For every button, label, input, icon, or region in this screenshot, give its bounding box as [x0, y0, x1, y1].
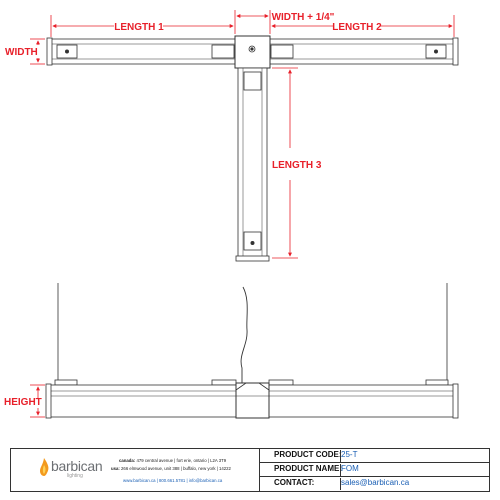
barbican-logo	[37, 458, 132, 484]
contact-value[interactable]: sales@barbican.ca	[340, 478, 409, 490]
flame-icon	[37, 457, 51, 479]
product-name-row	[260, 463, 490, 477]
length3-label: LENGTH 3	[272, 160, 322, 171]
logo-subtitle: lighting	[67, 473, 83, 479]
product-name-value: FOM	[340, 464, 359, 476]
title-block	[10, 448, 490, 492]
height-label: HEIGHT	[4, 397, 42, 408]
company-info	[11, 449, 259, 491]
product-code-label: PRODUCT CODE:	[274, 450, 342, 459]
length1-label: LENGTH 1	[114, 22, 164, 33]
width-label: WIDTH	[5, 47, 38, 58]
usa-address: usa: 266 elmwood avenue, unit 388 | buffalo, new york | 14222	[111, 466, 231, 471]
product-code-row	[260, 449, 490, 463]
width-plus-label: WIDTH + 1/4"	[271, 12, 335, 23]
canada-address: canada: 479 central avenue | fort erie, ontario | L2A 3T9	[119, 458, 227, 463]
contact-line: www.barbican.ca | 800.661.5781 | info@barbican.ca	[123, 478, 223, 483]
front-view	[46, 283, 458, 418]
contact-row	[260, 477, 490, 491]
product-name-label: PRODUCT NAME:	[274, 464, 342, 473]
top-view	[47, 36, 458, 261]
length2-label: LENGTH 2	[332, 22, 382, 33]
product-table	[259, 449, 490, 491]
logo-wordmark: barbican	[51, 458, 103, 474]
contact-label: CONTACT:	[274, 478, 315, 487]
product-code-value: 25-T	[340, 450, 357, 462]
